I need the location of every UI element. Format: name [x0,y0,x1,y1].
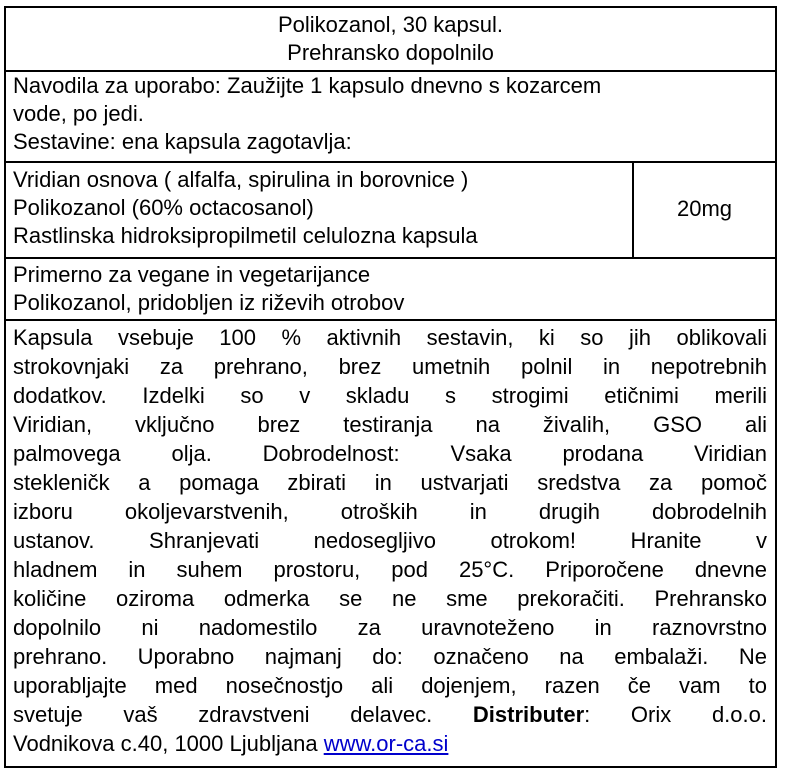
description-line: palmovega olja. Dobrodelnost: Vsaka prodana Viridian [13,441,767,466]
ingredient-amount-cell [634,161,775,257]
description-line: Viridian, vključno brez testiranja na živalih, GSO ali [13,412,767,437]
address: Vodnikova c.40, 1000 Ljubljana [13,731,318,756]
description-line: količine oziroma odmerka se ne sme prekoračiti. Prehransko [13,586,767,611]
description-line: hladnem in suhem prostoru, pod 25°C. Priporočene dnevne [13,557,767,582]
description-line: stekleničk a pomaga zbirati in ustvarjati sredstva za pomoč [13,470,767,495]
description-text [13,323,767,758]
ingredient-item: Vridian osnova ( alfalfa, spirulina in borovnice ) [13,167,469,192]
description-line: svetuje vaš zdravstveni delavec. [13,702,433,727]
product-title: Polikozanol, 30 kapsul. [277,12,504,37]
description-line: Kapsula vsebuje 100 % aktivnih sestavin, ki so jih oblikovali [13,325,767,350]
ingredient-item: Rastlinska hidroksipropilmetil celulozna kapsula [13,223,478,248]
ingredients-intro: Sestavine: ena kapsula zagotavlja: [13,129,352,154]
product-type: Prehransko dopolnilo [287,40,494,65]
ingredients-list [13,166,633,250]
usage-line: vode, po jedi. [13,101,144,126]
distributor-line [13,700,767,729]
ingredient-amount: 20mg [676,196,733,221]
description-line: strokovnjaki za prehrano, brez umetnih polnil in nepotrebnih [13,354,767,379]
header-section [6,8,775,70]
description-line: izboru okoljevarstvenih, otroških in drugih dobrodelnih [13,499,767,524]
supplement-label [4,6,777,768]
suitability-line: Polikozanol, pridobljen iz riževih otrobov [13,290,405,315]
description-line: dodatkov. Izdelki so v skladu s strogimi etičnimi merili [13,383,767,408]
description-line: prehrano. Uporabno najmanj do: označeno na embalaži. Ne [13,644,767,669]
website-link[interactable]: www.or-ca.si [323,731,449,756]
description-line: uporabljajte med nosečnostjo ali dojenjem, razen če vam to [13,673,767,698]
description-section [6,319,775,768]
usage-section [6,70,775,161]
distributor-label: Distributer [472,702,585,727]
suitability-section [6,257,775,319]
ingredients-table [6,161,775,257]
description-line: ustanov. Shranjevati nedosegljivo otrokom! Hranite v [13,528,767,553]
address-line [13,729,767,758]
distributor-name: : Orix d.o.o. [584,702,767,727]
usage-line: Navodila za uporabo: Zaužijte 1 kapsulo dnevno s kozarcem [13,73,602,98]
suitability-line: Primerno za vegane in vegetarijance [13,262,371,287]
ingredient-item: Polikozanol (60% octacosanol) [13,195,314,220]
description-line: dopolnilo ni nadomestilo za uravnoteženo in raznovrstno [13,615,767,640]
